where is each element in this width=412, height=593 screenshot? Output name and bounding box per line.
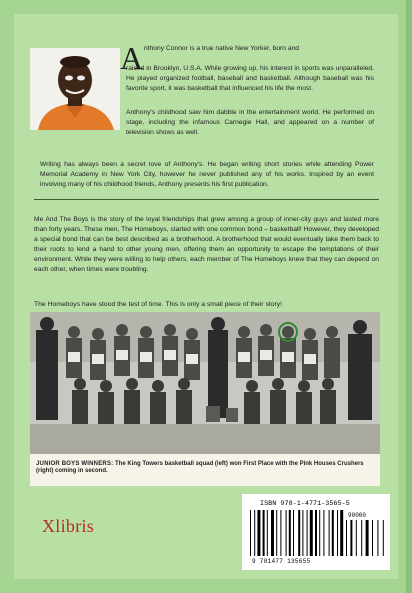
- barcode-addon-bar: [350, 520, 352, 556]
- barcode-bar: [263, 510, 265, 556]
- barcode-bar: [286, 510, 287, 556]
- author-bio-paragraph-3: Writing has always been a secret love of Anthony's. He began writing short stories while attending Power Memorial Academy in New York City, however he never published any of his works. Inspired by an event involving many of his childhood friends, Anthony presents his first publication.: [40, 161, 374, 188]
- dropcap-letter: A: [120, 40, 144, 76]
- barcode-addon-bar: [361, 520, 362, 556]
- barcode-bar: [315, 510, 317, 556]
- publisher-logo: Xlibris: [42, 516, 95, 536]
- barcode-bar: [307, 510, 308, 556]
- barcode-bar: [332, 510, 334, 556]
- price-code: 90000: [348, 512, 367, 519]
- isbn-label: ISBN 978-1-4771-3565-5: [260, 500, 350, 508]
- barcode-bar: [250, 510, 251, 556]
- barcode-bar: [302, 510, 303, 556]
- photo-caption-text: The King Towers basketball squad (left) won First Place with the Pink Houses Crushers (right) coming in second.: [36, 461, 364, 475]
- barcode-bar: [310, 510, 313, 556]
- barcode-addon-bar: [377, 520, 378, 556]
- barcode-bar: [276, 510, 277, 556]
- photo-caption: [36, 461, 376, 476]
- barcode-bar: [293, 510, 294, 556]
- barcode-bar: [254, 510, 255, 556]
- barcode-addon-bar: [356, 520, 357, 556]
- barcode-bar: [267, 510, 268, 556]
- team-photo: [30, 312, 380, 454]
- barcode-addon-bar: [366, 520, 369, 556]
- isbn-digits: 9 781477 135655: [252, 558, 311, 565]
- spine-edge: [406, 0, 412, 593]
- barcode-bar: [323, 510, 324, 556]
- barcode-bar: [329, 510, 330, 556]
- barcode-bar: [337, 510, 338, 556]
- barcode-addon-bar: [346, 520, 347, 556]
- barcode-bar: [257, 510, 260, 556]
- barcode-bar: [271, 510, 274, 556]
- author-photo: [30, 48, 120, 130]
- author-bio-paragraph-2: Anthony's childhood saw him dabble in the entertainment world. He performed on stage, including the infamous Carnegie Hall, and appeared on a number of television shows as well.: [126, 109, 374, 136]
- book-tagline: The Homeboys have stood the test of time. This is only a small piece of their story!: [34, 301, 283, 308]
- barcode-addon-bar: [372, 520, 373, 556]
- barcode-addon-bar: [383, 520, 384, 556]
- author-bio-paragraph-1: raised in Brooklyn, U.S.A. While growing up, his interest in sports was unparalleled. He played organized football, baseball and basketball. Although baseball was his favorite sport, it was basketball that influenced his life the most.: [126, 65, 374, 92]
- section-divider: [34, 199, 379, 200]
- barcode-bar: [319, 510, 320, 556]
- barcode-bar: [280, 510, 281, 556]
- barcode-bar: [340, 510, 343, 556]
- photo-caption-lead: JUNIOR BOYS WINNERS:: [36, 461, 114, 467]
- barcode-bar: [298, 510, 300, 556]
- barcode-bar: [289, 510, 291, 556]
- author-bio-line-1: nthony Connor is a true native New Yorker, born and: [144, 45, 300, 52]
- book-description: Me And The Boys is the story of the loyal friendships that grew among a group of inner-city guys and lasted more than forty years. These men, The Homeboys, started with one common bond – basketball! However, they developed a special bond that can be best described as a brotherhood. A brotherhood that would eventually take them back to their roots to lend a hand to other young men, offering them an opportunity to escape the temptations of their environment. While they were willing to help others, each member of The Homeboys knew that they can depend on each other, when times were troubling.: [34, 216, 379, 273]
